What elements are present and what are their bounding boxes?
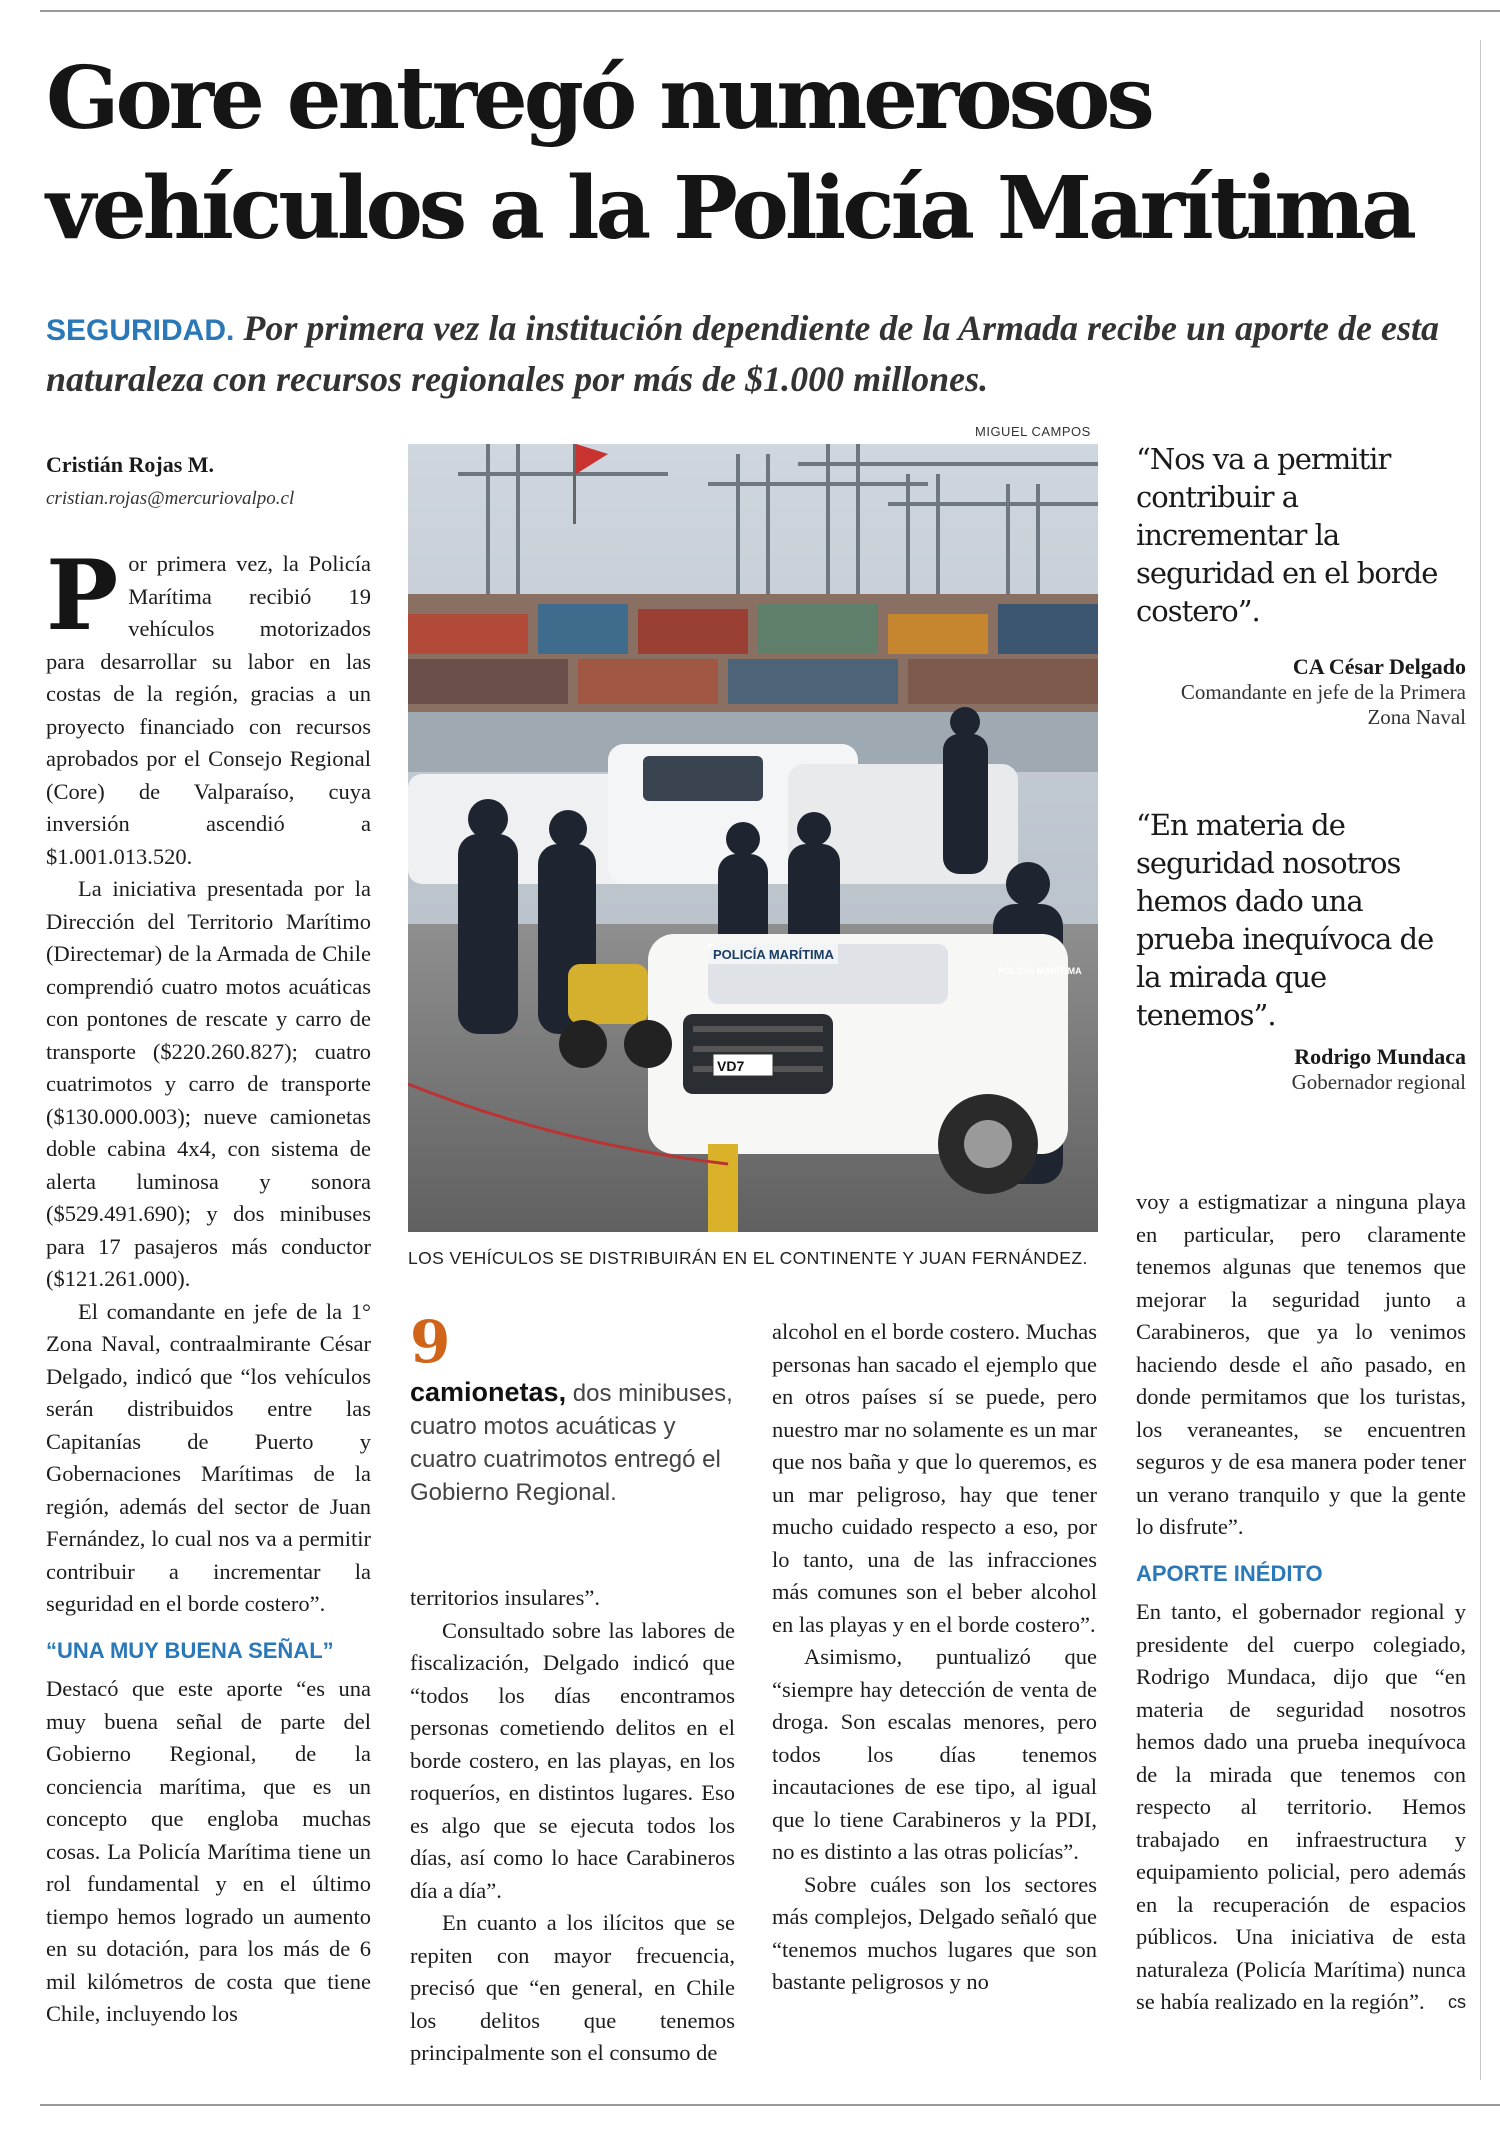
- factbox-lead: camionetas,: [410, 1377, 567, 1407]
- paragraph: En cuanto a los ilícitos que se repiten con mayor frecuencia, precisó que “en general, en Chile los delitos que tenemos principalmente son el consumo de: [410, 1910, 735, 2065]
- end-mark: cs: [1448, 1992, 1466, 2012]
- paragraph: voy a estigmatizar a ninguna playa en particular, pero claramente tenemos algunas que tenemos que mejorar la seguridad junto a Carabineros, que ya lo venimos haciendo desde el año pasado, en donde permitamos que los turistas, los veraneantes, se encuentren seguros y de esa manera poder tener un verano tranquilo y que la gente lo disfrute”.: [1136, 1189, 1466, 1539]
- photo-illustration: [408, 444, 1098, 1232]
- factbox: [410, 1376, 740, 1509]
- door-tag: POLICÍA MARÍTIMA: [713, 947, 834, 962]
- subhead: APORTE INÉDITO: [1136, 1560, 1323, 1586]
- drop-cap: P: [46, 539, 119, 652]
- pull-quote-2: [1136, 806, 1466, 1095]
- quote-role: Comandante en jefe de la Primera Zona Naval: [1180, 680, 1466, 729]
- column-divider: [1480, 40, 1481, 2080]
- news-photo: [408, 444, 1098, 1232]
- factbox-text: dos minibuses, cuatro motos acuáticas y cuatro cuatrimotos entregó el Gobierno Regional.: [410, 1380, 733, 1506]
- paragraph: Destacó que este aporte “es una muy buena señal de parte del Gobierno Regional, de la conciencia marítima, que es un concepto que engloba muchas cosas. La Policía Marítima tiene un rol fundamental y en el último tiempo hemos logrado un aumento en su dotación, para los más de 6 mil kilómetros de costa que tiene Chile, incluyendo los: [46, 1676, 371, 2026]
- pull-quote-1: [1136, 440, 1466, 730]
- quote-name: CA César Delgado: [1292, 654, 1466, 679]
- quote-text: “En materia de seguridad nosotros hemos dado una prueba inequívoca de la mirada que tenemos”.: [1136, 808, 1434, 1032]
- column-4: [1136, 1186, 1466, 2019]
- photo-credit: MIGUEL CAMPOS: [975, 424, 1091, 439]
- photo-caption: LOS VEHÍCULOS SE DISTRIBUIRÁN EN EL CONTINENTE Y JUAN FERNÁNDEZ.: [408, 1248, 1088, 1268]
- paragraph: [1136, 1596, 1466, 2019]
- paragraph: La iniciativa presentada por la Dirección del Territorio Marítimo (Directemar) de la Armada de Chile comprendió cuatro motos acuáticas con pontones de rescate y carro de transporte ($220.260.827); cuatro cuatrimotos y carro de transporte ($130.000.003); nueve camionetas doble cabina 4x4, con sistema de alerta luminosa y sonora ($529.491.690); y dos minibuses para 17 pasajeros más conductor ($121.261.000).: [46, 876, 371, 1291]
- factbox-number: 9: [410, 1308, 451, 1376]
- column-2: [410, 1582, 735, 2070]
- subhead: “UNA MUY BUENA SEÑAL”: [46, 1637, 334, 1663]
- paragraph: Sobre cuáles son los sectores más complejos, Delgado señaló que “tenemos muchos lugares que son bastante peligrosos y no: [772, 1871, 1097, 1994]
- paragraph: territorios insulares”.: [410, 1585, 600, 1610]
- deck-text: Por primera vez la institución dependiente de la Armada recibe un aporte de esta naturaleza con recursos regionales por más de $1.000 millones.: [46, 308, 1439, 399]
- column-3: [772, 1316, 1097, 1999]
- deck: [46, 304, 1466, 403]
- section-kicker: SEGURIDAD.: [46, 314, 235, 347]
- headline: Gore entregó numerosos vehículos a la Policía Marítima: [46, 48, 1413, 259]
- byline-author: Cristián Rojas M.: [46, 452, 215, 477]
- paragraph: alcohol en el borde costero. Muchas personas han sacado el ejemplo que en otros países sí se puede, pero nuestro mar no solamente es un mar que nos baña y que lo queremos, es un mar peligroso, hay que tener mucho cuidado respecto a eso, por lo tanto, una de las infracciones más comunes son el beber alcohol en las playas y en el borde costero”.: [772, 1319, 1097, 1637]
- paragraph-text: En tanto, el gobernador regional y presidente del cuerpo colegiado, Rodrigo Mundaca, dijo que “en materia de seguridad nosotros hemos dado una prueba inequívoca de la mirada que tenemos con respecto al territorio. Hemos trabajado en infraestructura y equipamiento policial, pero además en la recuperación de espacios públicos. Una iniciativa de esta naturaleza (Policía Marítima) nunca se había realizado en la región”.: [1136, 1599, 1466, 2014]
- quote-name: Rodrigo Mundaca: [1294, 1044, 1466, 1069]
- column-1: [46, 539, 371, 2031]
- uniform-tag: POLICÍA MARÍTIMA: [998, 966, 1082, 976]
- quote-text: “Nos va a permitir contribuir a incrementar la seguridad en el borde costero”.: [1136, 442, 1438, 628]
- license-plate: VD7: [717, 1058, 745, 1074]
- quote-role: Gobernador regional: [1291, 1070, 1466, 1094]
- paragraph: Consultado sobre las labores de fiscalización, Delgado indicó que “todos los días encontramos personas cometiendo delitos en el borde costero, en las playas, en los roqueríos, en distintos lugares. Eso es algo que se ejecuta todos los días, así como lo hace Carabineros día a día”.: [410, 1617, 735, 1903]
- paragraph: or primera vez, la Policía Marítima recibió 19 vehículos motorizados para desarrollar su labor en las costas de la región, gracias a un proyecto financiado con recursos aprobados por el Consejo Regional (Core) de Valparaíso, cuya inversión ascendió a $1.001.013.520.: [46, 551, 371, 869]
- top-rule: [40, 10, 1500, 12]
- paragraph: Asimismo, puntualizó que “siempre hay detección de venta de droga. Son escalas menores, pero todos los días tenemos incautaciones de ese tipo, al igual que lo tiene Carabineros y la PDI, no es distinto a las otras policías”.: [772, 1644, 1097, 1864]
- byline-email[interactable]: cristian.rojas@mercuriovalpo.cl: [46, 488, 295, 509]
- paragraph: El comandante en jefe de la 1° Zona Naval, contraalmirante César Delgado, indicó que “los vehículos serán distribuidos entre las Capitanías de Puerto y Gobernaciones Marítimas de la región, además del sector de Juan Fernández, lo cual nos va a permitir contribuir a incrementar la seguridad en el borde costero”.: [46, 1298, 371, 1616]
- bottom-rule: [40, 2104, 1500, 2106]
